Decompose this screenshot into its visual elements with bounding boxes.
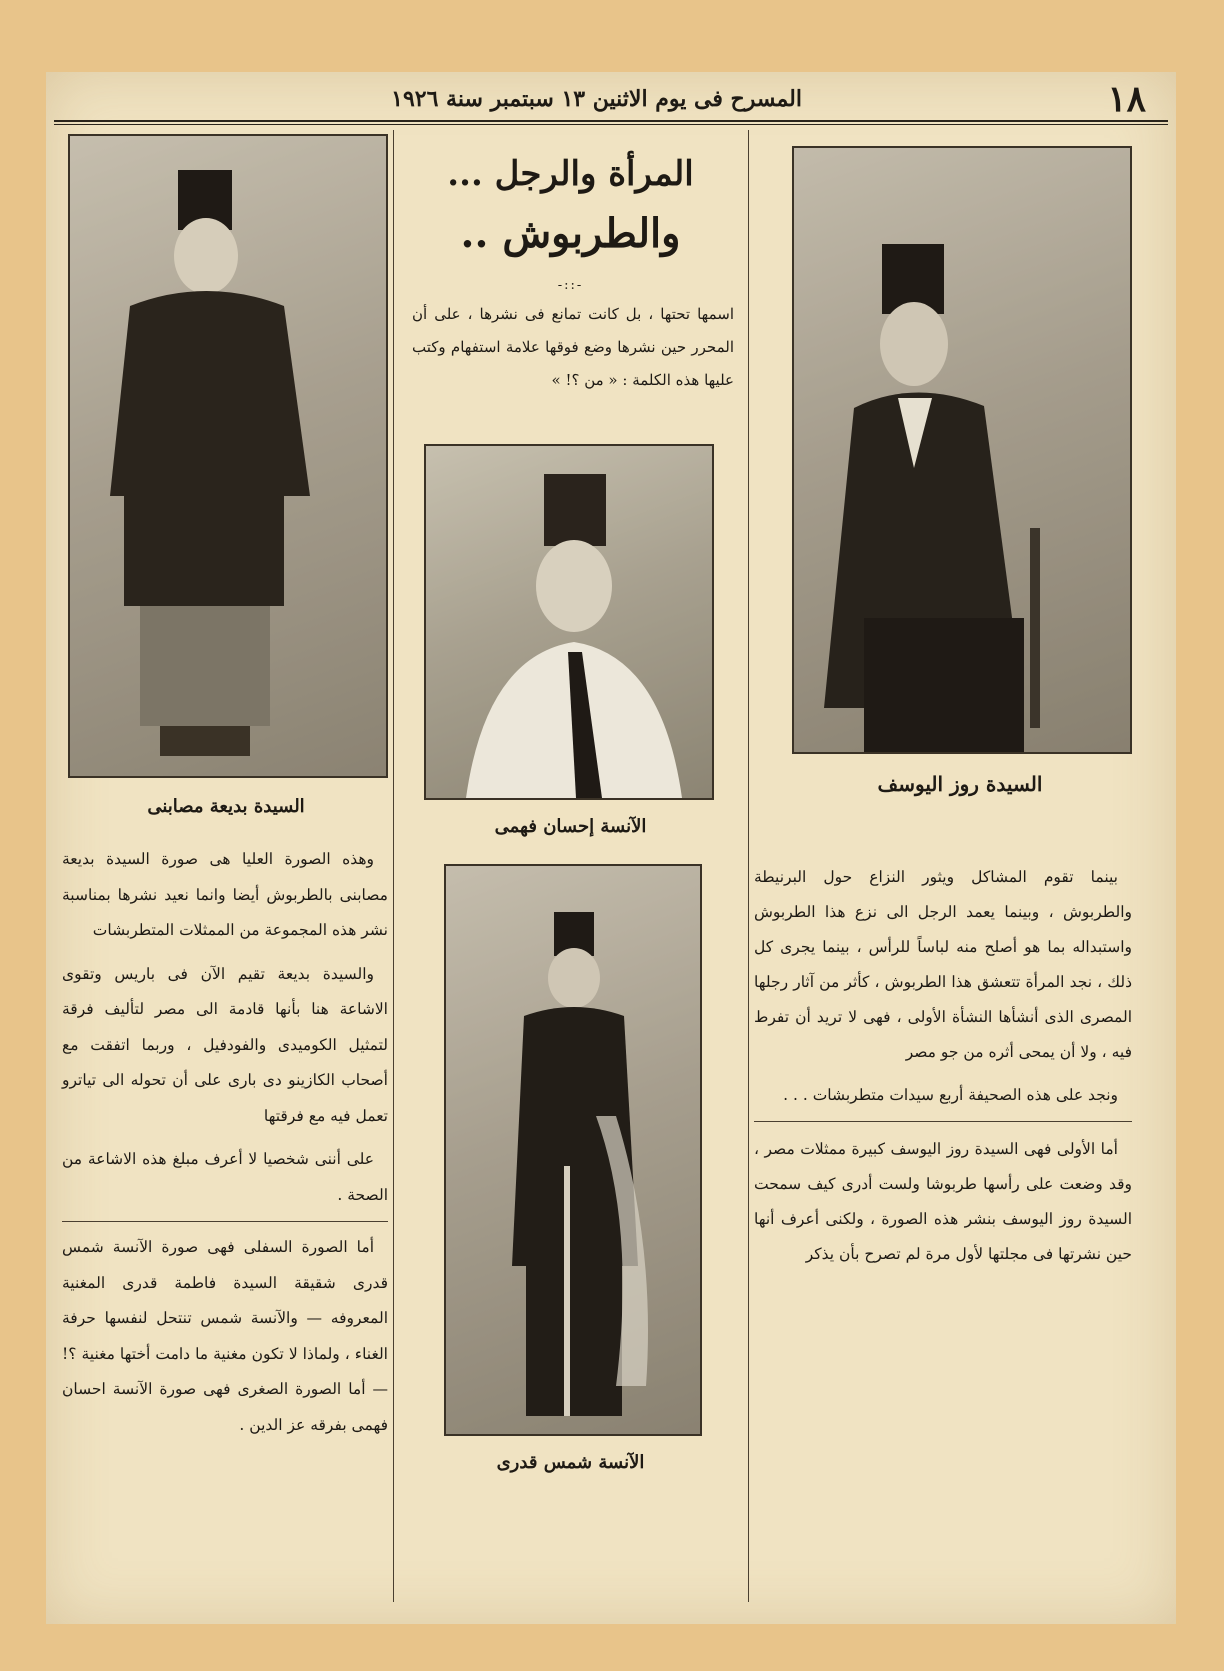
right-column-rule xyxy=(754,1121,1132,1122)
left-column-rule xyxy=(62,1221,388,1222)
portrait-figure xyxy=(446,866,700,1434)
headline-line-2: والطربوش .. xyxy=(460,210,681,257)
column-divider-right xyxy=(748,130,749,1602)
right-paragraph-2: ونجد على هذه الصحيفة أربع سيدات متطربشات . . . xyxy=(783,1086,1118,1104)
running-head: المسرح فى يوم الاثنين ١٣ سبتمبر سنة ١٩٢٦ xyxy=(391,86,802,112)
newspaper-page xyxy=(46,72,1176,1624)
left-paragraph-3: على أننى شخصيا لا أعرف مبلغ هذه الاشاعة من الصحة . xyxy=(62,1150,388,1204)
headline-ornament: -::- xyxy=(557,278,584,293)
portrait-figure xyxy=(794,148,1130,752)
caption-badia-masabni: السيدة بديعة مصابنى xyxy=(147,796,305,817)
page-header xyxy=(60,78,1162,122)
caption-rose-al-youssef: السيدة روز اليوسف xyxy=(877,772,1043,796)
photo-shams-qadri xyxy=(444,864,702,1436)
caption-ihsan-fahmy: الآنسة إحسان فهمى xyxy=(494,816,647,837)
photo-badia-masabni xyxy=(68,134,388,778)
portrait-figure xyxy=(70,136,386,776)
left-paragraph-2: والسيدة بديعة تقيم الآن فى باريس وتقوى الاشاعة هنا بأنها قادمة الى مصر لتأليف فرقة لتمثيل الكوميدى والفودفيل ، وربما اتفقت مع أصحاب الكازينو دى بارى على أن تحوله الى تياترو تعمل فيه مع فرقتها xyxy=(62,964,388,1125)
photo-rose-al-youssef xyxy=(792,146,1132,754)
right-paragraph-3: أما الأولى فهى السيدة روز اليوسف كبيرة ممثلات مصر ، وقد وضعت على رأسها طربوشا ولست أدرى كيف سمحت السيدة روز اليوسف بنشر هذه الصورة ، ولكنى أعرف أنها حين نشرتها فى مجلتها لأول مرة لم تصرح بأن يذكر xyxy=(754,1140,1132,1263)
left-paragraph-1: وهذه الصورة العليا هى صورة السيدة بديعة مصابنى بالطربوش أيضا وانما نعيد نشرها بمناسبة نشر هذه المجموعة من الممثلات المتطربشات xyxy=(62,850,388,939)
left-column-text xyxy=(62,842,388,1451)
caption-shams-qadri: الآنسة شمس قدرى xyxy=(496,1452,645,1473)
intro-text: اسمها تحتها ، بل كانت تمانع فى نشرها ، على أن المحرر حين نشرها وضع فوقها علامة استفهام وكتب عليها هذه الكلمة : « من ؟! » xyxy=(412,305,734,389)
portrait-figure xyxy=(426,446,712,798)
left-paragraph-4: أما الصورة السفلى فهى صورة الآنسة شمس قدرى شقيقة السيدة فاطمة قدرى المغنية المعروفه — والآنسة شمس تنتحل لنفسها حرفة الغناء ، ولماذا لا تكون مغنية ما دامت أختها مغنية ؟! — أما الصورة الصغرى فهى صورة الآنسة احسان فهمى بفرقه عز الدين . xyxy=(62,1238,388,1434)
right-column-text xyxy=(754,860,1132,1280)
page-number: ١٨ xyxy=(1107,78,1146,120)
column-divider-left xyxy=(393,130,394,1602)
headline-line-1: المرأة والرجل ... xyxy=(447,154,694,194)
photo-ihsan-fahmy xyxy=(424,444,714,800)
right-paragraph-1: بينما تقوم المشاكل ويثور النزاع حول البرنيطة والطربوش ، وبينما يعمد الرجل الى نزع هذا الطربوش واستبداله بما هو أصلح منه لباساً للرأس ، بينما يجرى كل ذلك ، نجد المرأة تتعشق هذا الطربوش ، كأثر من آثار رجلها المصرى الذى أنشأها النشأة الأولى ، فهى لا تريد أن تفرط فيه ، ولا أن يمحى أثره من جو مصر xyxy=(754,868,1132,1061)
header-rule xyxy=(54,120,1168,125)
